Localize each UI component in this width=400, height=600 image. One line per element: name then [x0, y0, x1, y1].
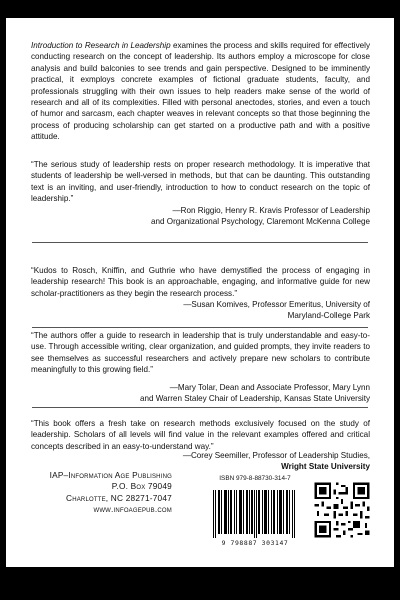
divider	[32, 242, 368, 243]
divider	[32, 407, 368, 408]
isbn-barcode-block	[206, 475, 304, 550]
book-description	[31, 40, 370, 143]
endorsement-quote: “This book offers a fresh take on research methods exclusively focused on the study of leadership. Scholars of all levels will find value in the relevant examples offered and critical concepts described in an easy-to-understand way.”	[31, 419, 370, 451]
publisher-website: www.infoagepub.com	[93, 503, 172, 514]
publisher-address: Charlotte, NC 28271-7047	[66, 492, 172, 503]
endorsement-attribution: —Corey Seemiller, Professor of Leadership Studies, Wright State University	[182, 451, 370, 472]
publisher-address: P.O. Box 79049	[111, 481, 172, 492]
endorsement-quote: “The authors offer a guide to research in leadership that is truly understandable and easy-to-use. Through accessible writing, clear organization, and guided prompts, they invite readers to see themselves as successful researchers and actively prepare new scholars to contribute meaningfully to this growing field.”	[31, 331, 370, 375]
divider	[32, 327, 368, 328]
barcode-icon	[211, 490, 299, 538]
endorsement-attribution: —Ron Riggio, Henry R. Kravis Professor of Leadership and Organizational Psychology, Claremont McKenna College	[151, 206, 370, 227]
isbn-label: ISBN 979-8-88730-314-7	[219, 475, 291, 482]
endorsement-quote: “The serious study of leadership rests on proper research methodology. It is imperative that students of leadership be well-versed in methods, but that can be daunting. This outstanding text is an inviting, and user-friendly, introduction to how to conduct research on the topic of leadership.”	[31, 160, 370, 204]
endorsement-attribution: —Susan Komives, Professor Emeritus, University of Maryland-College Park	[183, 300, 370, 321]
description-text: examines the process and skills required for effectively conducting research on the concept of leadership. Its authors employ a microscope for close analysis and build balconies to see trends and gain perspective. Designed to be imminently practical, it exmploys concrete examples of fictional graduate students, faculty, and professionals struggling with their own issues to help readers make sense of the world of research and all of its complexities. Filled with personal anectodes, stories, and even a touch of humor and sarcasm, each chapter weaves in relevant concepts so that those beginning the process of producing scholarship can get started on a productive path and with a positive attitude.	[31, 41, 370, 142]
publisher-info	[32, 470, 172, 515]
qr-code-icon	[312, 480, 372, 540]
endorsement-quote: “Kudos to Rosch, Kniffin, and Guthrie who have demystified the process of engaging in leadership research! This book is an approachable, engaging, and informative guide for new scholar-practitioners as they begin the research process.”	[31, 266, 370, 298]
book-title: Introduction to Research in Leadership	[31, 41, 171, 50]
endorsement-attribution: —Mary Tolar, Dean and Associate Professor, Mary Lynn and Warren Staley Chair of Leadership, Kansas State University	[139, 383, 370, 404]
barcode-digits: 9 798887 303147	[221, 539, 289, 547]
publisher-name: IAP–Information Age Publishing	[49, 470, 172, 480]
